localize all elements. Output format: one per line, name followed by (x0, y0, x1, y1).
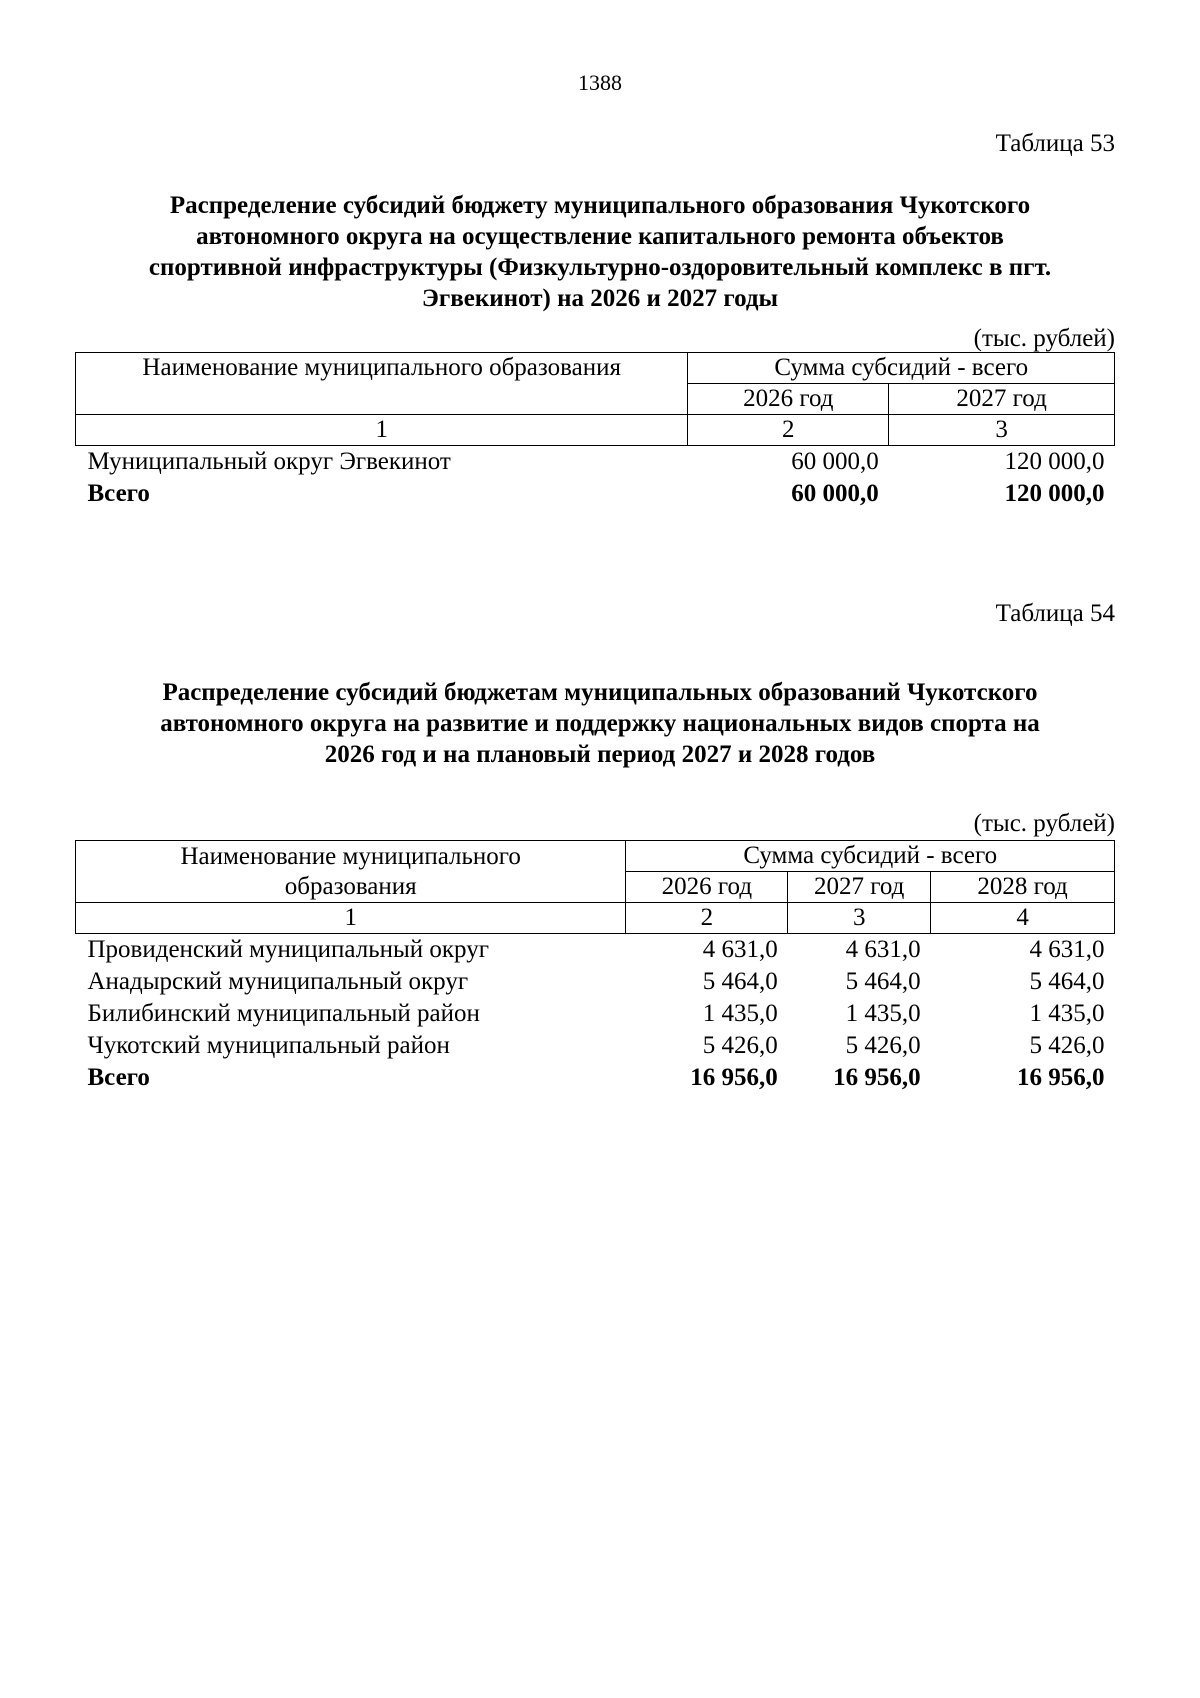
table-54-units: (тыс. рублей) (973, 810, 1115, 837)
total-value-cell: 16 956,0 (690, 1064, 778, 1091)
table-53-title-line: автономного округа на осуществление капитального ремонта объектов (196, 223, 1004, 250)
header-year-cell: 2027 год (889, 384, 1115, 415)
row-value-cell: 5 464,0 (702, 968, 778, 995)
row-name-cell: Анадырский муниципальный округ (87, 968, 469, 995)
table-54-title-line: Распределение субсидий бюджетам муниципальных образований Чукотского (162, 679, 1038, 706)
total-row (76, 478, 1115, 510)
header-sum-cell: Сумма субсидий - всего (626, 841, 1115, 872)
table-53 (75, 352, 1115, 510)
table-54-title-line: автономного округа на развитие и поддержку национальных видов спорта на (160, 710, 1040, 737)
header-year-cell: 2026 год (626, 872, 788, 903)
total-name-cell: Всего (87, 480, 150, 507)
column-number-cell: 2 (626, 903, 788, 934)
total-row (76, 1062, 1115, 1094)
table-53-label: Таблица 53 (995, 130, 1115, 157)
table-53-title (60, 190, 1140, 314)
row-name-cell: Чукотский муниципальный район (87, 1032, 450, 1059)
row-value-cell: 60 000,0 (791, 448, 879, 475)
row-value-cell: 1 435,0 (702, 1000, 778, 1027)
total-name-cell: Всего (87, 1064, 150, 1091)
header-sum-cell: Сумма субсидий - всего (688, 353, 1115, 384)
row-name-cell: Муниципальный округ Эгвекинот (87, 448, 451, 475)
table-54-title-line: 2026 год и на плановый период 2027 и 2028 годов (324, 741, 876, 768)
column-number-cell: 4 (931, 903, 1115, 934)
column-number-cell: 2 (688, 415, 889, 446)
header-name-cell: Наименование муниципального образования (76, 353, 688, 415)
row-value-cell: 5 426,0 (702, 1032, 778, 1059)
table-53-units: (тыс. рублей) (973, 325, 1115, 352)
row-name-cell: Билибинский муниципальный район (87, 1000, 480, 1027)
table-54-label: Таблица 54 (995, 600, 1115, 627)
total-value-cell: 16 956,0 (1017, 1064, 1105, 1091)
header-year-cell: 2028 год (931, 872, 1115, 903)
column-number-cell: 3 (788, 903, 931, 934)
header-name-line: Наименование муниципального (180, 842, 521, 870)
total-value-cell: 16 956,0 (833, 1064, 921, 1091)
table-row (76, 446, 1115, 479)
header-year-cell: 2026 год (688, 384, 889, 415)
table-row (76, 1030, 1115, 1062)
table-row (76, 966, 1115, 998)
row-value-cell: 1 435,0 (1029, 1000, 1105, 1027)
table-54-title (60, 677, 1140, 770)
row-value-cell: 5 426,0 (1029, 1032, 1105, 1059)
row-name-cell: Провиденский муниципальный округ (87, 936, 489, 963)
row-value-cell: 5 464,0 (845, 968, 921, 995)
total-value-cell: 120 000,0 (1004, 480, 1105, 507)
row-value-cell: 4 631,0 (1029, 936, 1105, 963)
header-name-cell (76, 841, 626, 903)
row-value-cell: 4 631,0 (702, 936, 778, 963)
row-value-cell: 5 464,0 (1029, 968, 1105, 995)
row-value-cell: 1 435,0 (845, 1000, 921, 1027)
row-value-cell: 120 000,0 (1004, 448, 1105, 475)
row-value-cell: 5 426,0 (845, 1032, 921, 1059)
table-54 (75, 840, 1115, 1094)
table-row (76, 934, 1115, 967)
column-number-cell: 1 (76, 903, 626, 934)
table-53-title-line: спортивной инфраструктуры (Физкультурно-оздоровительный комплекс в пгт. (148, 254, 1052, 281)
header-year-cell: 2027 год (788, 872, 931, 903)
header-name-line: образования (284, 872, 417, 900)
total-value-cell: 60 000,0 (791, 480, 879, 507)
row-value-cell: 4 631,0 (845, 936, 921, 963)
column-number-cell: 1 (76, 415, 688, 446)
column-number-cell: 3 (889, 415, 1115, 446)
table-row (76, 998, 1115, 1030)
table-53-title-line: Эгвекинот) на 2026 и 2027 годы (421, 285, 779, 312)
table-53-title-line: Распределение субсидий бюджету муниципального образования Чукотского (169, 192, 1031, 219)
page-number: 1388 (578, 70, 622, 95)
